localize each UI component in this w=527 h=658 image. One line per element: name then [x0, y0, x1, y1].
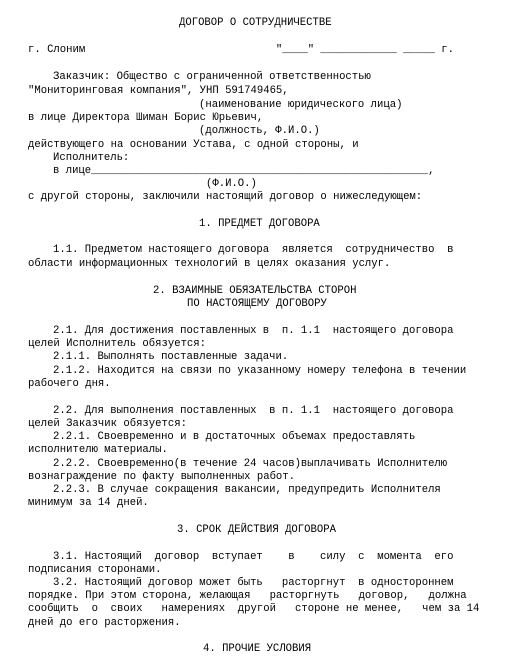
clause-line: 3.1. Настоящий договор вступает в силу с момента его: [53, 551, 454, 563]
preamble-caption: (должность, Ф.И.О.): [199, 125, 320, 137]
clause-line: исполнителю материалы.: [28, 444, 168, 456]
clause-line: области информационных технологий в целях оказания услуг.: [28, 258, 391, 270]
clause-line: целей Исполнитель обязуется:: [28, 338, 207, 350]
clause-line: минимум за 14 дней.: [28, 497, 149, 509]
clause-line: 2.2. Для выполнения поставленных в п. 1.1 настоящего договора: [53, 405, 454, 417]
clause-line: 2.2.2. Своевременно(в течение 24 часов)выплачивать Исполнителю: [53, 458, 448, 470]
section-heading-2: ПО НАСТОЯЩЕМУ ДОГОВОРУ: [187, 298, 327, 310]
clause-line: 1.1. Предметом настоящего договора является сотрудничество в: [53, 244, 454, 256]
clause-line: вознаграждение по факту выполненных работ.: [28, 471, 296, 483]
preamble-line: с другой стороны, заключили настоящий договор о нижеследующем:: [28, 191, 423, 203]
clause-line: дней до его расторжения.: [28, 617, 181, 629]
section-heading-3: 3. СРОК ДЕЙСТВИЯ ДОГОВОРА: [177, 524, 336, 536]
clause-line: подписания сторонами.: [28, 564, 162, 576]
preamble-line: в лице Директора Шиман Борис Юрьевич,: [28, 112, 264, 124]
preamble-line: Исполнитель:: [53, 152, 130, 164]
clause-line: рабочего дня.: [28, 378, 111, 390]
clause-line: 3.2. Настоящий договор может быть расторгнут в одностороннем: [53, 577, 454, 589]
clause-line: 2.1.1. Выполнять поставленные задачи.: [53, 351, 289, 363]
clause-line: 2.1.2. Находится на связи по указанному номеру телефона в течении: [53, 365, 467, 377]
section-heading-4: 4. ПРОЧИЕ УСЛОВИЯ: [203, 643, 312, 655]
preamble-line: Заказчик: Общество с ограниченной ответственностью: [53, 71, 371, 83]
document-title: ДОГОВОР О СОТРУДНИЧЕСТВЕ: [179, 17, 332, 29]
clause-line: сообщить о своих намерениях другой стороне не менее, чем за 14: [28, 603, 480, 615]
section-heading-1: 1. ПРЕДМЕТ ДОГОВОРА: [199, 218, 320, 230]
section-heading-2: 2. ВЗАИМНЫЕ ОБЯЗАТЕЛЬСТВА СТОРОН: [153, 285, 357, 297]
clause-line: 2.1. Для достижения поставленных в п. 1.1 настоящего договора: [53, 325, 454, 337]
preamble-line: действующего на основании Устава, с одной стороны, и: [28, 139, 359, 151]
clause-line: 2.2.1. Своевременно и в достаточных объемах предоставлять: [53, 431, 416, 443]
preamble-line: "Мониторинговая компания", УНП 591749465,: [28, 85, 289, 97]
preamble-line: в лице_____________________________________________________,: [53, 165, 435, 177]
preamble-caption: (наименование юридического лица): [199, 99, 403, 111]
clause-line: 2.2.3. В случае сокращения вакансии, предупредить Исполнителя: [53, 484, 441, 496]
preamble-caption: (Ф.И.О.): [206, 178, 257, 190]
place-date-line: г. Слоним "____" ____________ _____ г.: [28, 44, 454, 56]
clause-line: порядке. При этом сторона, желающая расторгнуть договор, должна: [28, 590, 467, 602]
clause-line: целей Заказчик обязуется:: [28, 418, 187, 430]
